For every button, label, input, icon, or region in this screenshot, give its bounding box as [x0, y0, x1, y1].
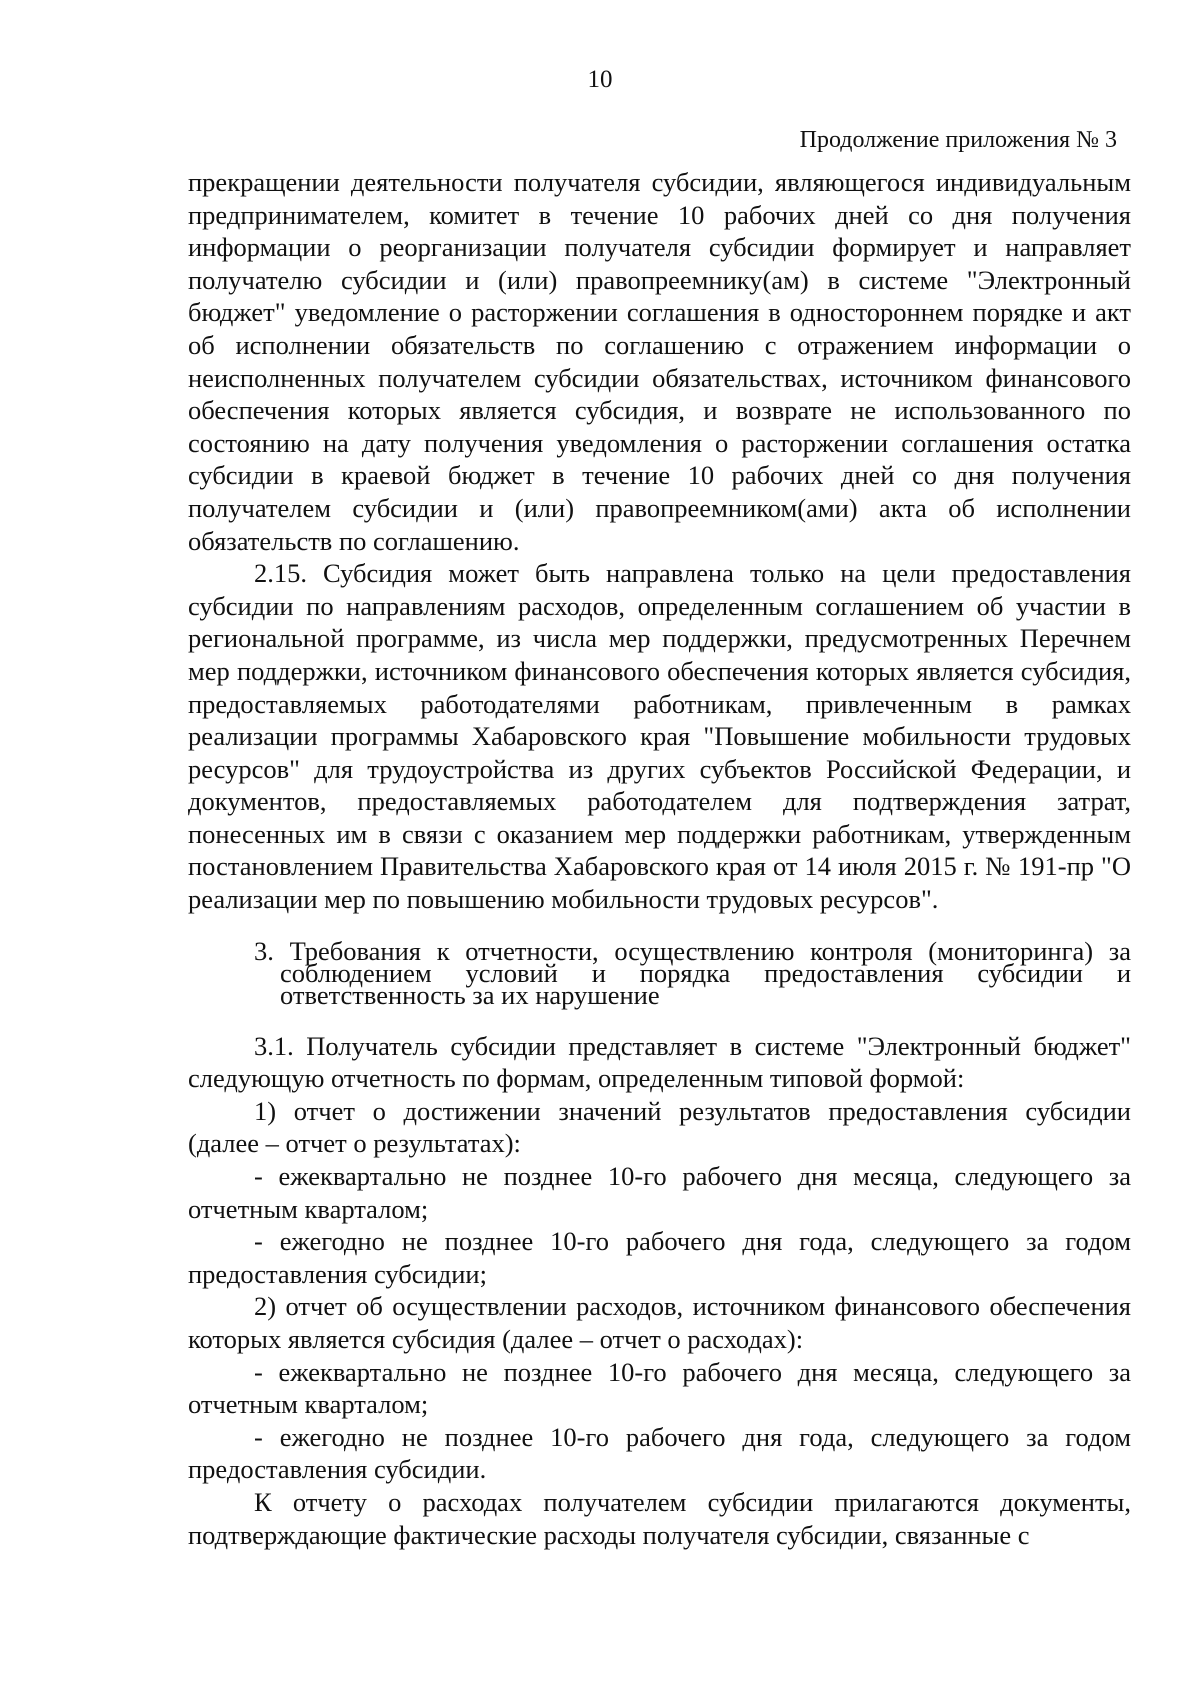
document-body: [188, 166, 1131, 1551]
paragraph: 2) отчет об осуществлении расходов, источником финансового обеспечения которых является субсидия (далее – отчет о расходах):: [188, 1291, 1131, 1354]
section-heading: 3. Требования к отчетности, осуществлению контроля (мониторинга) за соблюдением условий и порядка предоставления субсидии и ответственность за их нарушение: [254, 935, 1131, 1010]
list-item: - ежеквартально не позднее 10-го рабочего дня месяца, следующего за отчетным кварталом;: [188, 1161, 1131, 1224]
paragraph: К отчету о расходах получателем субсидии прилагаются документы, подтверждающие фактические расходы получателя субсидии, связанные с: [188, 1486, 1131, 1550]
list-item: - ежегодно не позднее 10-го рабочего дня года, следующего за годом предоставления субсидии;: [188, 1226, 1131, 1289]
list-item: - ежегодно не позднее 10-го рабочего дня года, следующего за годом предоставления субсидии.: [188, 1421, 1131, 1485]
paragraph: прекращении деятельности получателя субсидии, являющегося индивидуальным предпринимателем, комитет в течение 10 рабочих дней со дня получения информации о реорганизации получателя субсидии формирует и направляет получателю субсидии и (или) правопреемнику(ам) в системе "Электронный бюджет" уведомление о расторжении соглашения в одностороннем порядке и акт об исполнении обязательств по соглашению с отражением информации о неисполненных получателем субсидии обязательствах, источником финансового обеспечения которых является субсидия, и возврате не использованного по состоянию на дату получения уведомления о расторжении соглашения остатка субсидии в краевой бюджет в течение 10 рабочих дней со дня получения получателем субсидии и (или) правопреемником(ами) акта об исполнении обязательств по соглашению.: [188, 167, 1131, 556]
paragraph: 3.1. Получатель субсидии представляет в системе "Электронный бюджет" следующую отчетность по формам, определенным типовой формой:: [188, 1030, 1131, 1094]
paragraph: 1) отчет о достижении значений результатов предоставления субсидии (далее – отчет о результатах):: [188, 1095, 1131, 1159]
annex-note: Продолжение приложения № 3: [799, 127, 1117, 153]
paragraph: 2.15. Субсидия может быть направлена только на цели предоставления субсидии по направлениям расходов, определенным соглашением об участии в региональной программе, из числа мер поддержки, предусмотренных Перечнем мер поддержки, источником финансового обеспечения которых является субсидия, предоставляемых работодателями работникам, привлеченным в рамках реализации программы Хабаровского края "Повышение мобильности трудовых ресурсов" для трудоустройства из других субъектов Российской Федерации, и документов, предоставляемых работодателем для подтверждения затрат, понесенных им в связи с оказанием мер поддержки работникам, утвержденным постановлением Правительства Хабаровского края от 14 июля 2015 г. № 191-пр "О реализации мер по повышению мобильности трудовых ресурсов".: [188, 558, 1131, 915]
page-number: 10: [587, 66, 613, 93]
list-item: - ежеквартально не позднее 10-го рабочего дня месяца, следующего за отчетным кварталом;: [188, 1356, 1131, 1420]
